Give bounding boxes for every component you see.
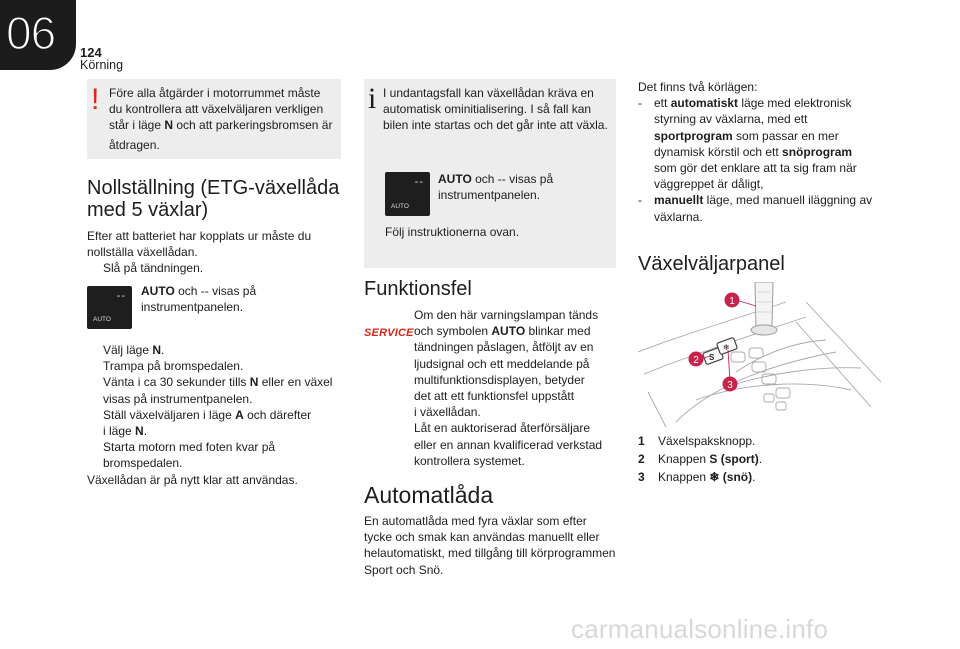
- auto-indicator-icon: -- AUTO: [385, 172, 430, 216]
- step-ignition: Slå på tändningen.: [103, 261, 204, 276]
- selector-legend: [638, 433, 888, 486]
- gear-selector-illustration: [636, 282, 886, 432]
- auto-section-title: Automatlåda: [364, 482, 494, 508]
- info-follow: Följ instruktionerna ovan.: [385, 225, 520, 239]
- exclamation-icon: !: [91, 83, 100, 116]
- callout-2: [689, 352, 704, 367]
- reset-closing: Växellådan är på nytt klar att användas.: [87, 472, 298, 487]
- svg-text:❄: ❄: [723, 343, 730, 352]
- warning-line-3: står i läge N och att parkeringsbromsen är: [109, 118, 333, 133]
- callout-1: [725, 293, 740, 308]
- legend-item-2: 2 Knappen S (sport).: [638, 452, 763, 467]
- auto-indicator-icon: -- AUTO: [87, 286, 132, 329]
- reset-intro: Efter att batteriet har kopplats ur måste du nollställa växellådan. Slå på tändningen.: [87, 228, 347, 277]
- step-select-n: Välj läge N.: [103, 343, 165, 357]
- svg-text:S: S: [709, 353, 715, 362]
- warning-line-1: Före alla åtgärder i motorrummet måste: [109, 86, 321, 100]
- legend-item-3: 3 Knappen ❄ (snö).: [638, 470, 756, 485]
- svg-text:3: 3: [727, 380, 733, 391]
- watermark-text: carmanualsonline.info: [571, 614, 829, 644]
- selector-panel-title: Växelväljarpanel: [638, 253, 785, 275]
- auto-indicator-text: AUTO och -- visas på instrumentpanelen.: [141, 284, 257, 315]
- warning-box: [87, 79, 341, 159]
- fault-section-title: Funktionsfel: [364, 278, 472, 300]
- mode-manual: - manuellt läge, med manuell iläggning av växlarna.: [638, 193, 873, 224]
- step-start-engine: Starta motorn med foten kvar på bromspedalen.: [103, 440, 276, 471]
- mode-automatic: - ett automatiskt läge med elektronisk styrning av växlarna, med ett sportprogram som passar en mer dynamisk körstil och ett snöprogram som gör det enklare att ta sig fram när väggreppet är dåligt,: [638, 96, 857, 192]
- auto-section-text: En automatlåda med fyra växlar som efter tycke och smak kan användas manuellt eller helautomatiskt, med tillgång till körprogrammen Sport och Snö.: [364, 514, 616, 577]
- warning-text: [109, 85, 339, 153]
- reset-section-title: Nollställning (ETG-växellåda med 5 växlar): [87, 177, 340, 221]
- info-auto-text: AUTO och -- visas på instrumentpanelen.: [438, 172, 554, 203]
- reset-steps: [87, 342, 349, 488]
- info-icon: i: [368, 82, 377, 115]
- info-box: [364, 79, 616, 268]
- step-wait: Vänta i ca 30 sekunder tills N eller en växel visas på instrumentpanelen.: [103, 375, 333, 406]
- chapter-number: 06: [6, 7, 56, 59]
- info-text: I undantagsfall kan växellådan kräva en automatisk ominitialisering. I så fall kan bilen inte startas och det går inte att växla.: [383, 86, 608, 133]
- svg-text:2: 2: [693, 355, 699, 366]
- svg-text:1: 1: [729, 296, 735, 307]
- section-title: Körning: [80, 58, 124, 72]
- legend-item-1: 1 Växelspaksknopp.: [638, 434, 756, 448]
- warning-line-4: åtdragen.: [109, 137, 160, 152]
- warning-line-2: du kontrollera att växelväljaren verkligen: [109, 102, 324, 117]
- page-number: 124: [80, 45, 102, 60]
- step-selector-a: Ställ växelväljaren i läge A och därefter i läge N.: [103, 407, 312, 439]
- step-brake: Trampa på bromspedalen.: [103, 359, 244, 374]
- driving-modes: Det finns två körlägen: - ett automatiskt läge med elektronisk styrning av växlarna, med ett sportprogram som passar en mer dynamisk körstil och ett snöprogram som gör det enklare att ta sig fram när väggreppet är dåligt, - manuellt läge, med manuell iläggning av växlarna.: [638, 79, 888, 225]
- service-warning-icon: SERVICE: [364, 327, 414, 339]
- fault-text: Om den här varningslampan tänds och symbolen AUTO blinkar med tändningen påslagen, åtföljt av en ljudsignal och ett meddelande på multifunktionsdisplayen, betyder det att ett funktionsfel uppstått i växellådan. Låt en auktoriserad återförsäljare eller en annan kvalificerad verkstad kontrollera systemet.: [414, 308, 603, 468]
- callout-3: [723, 377, 738, 392]
- chapter-tab: [0, 0, 76, 70]
